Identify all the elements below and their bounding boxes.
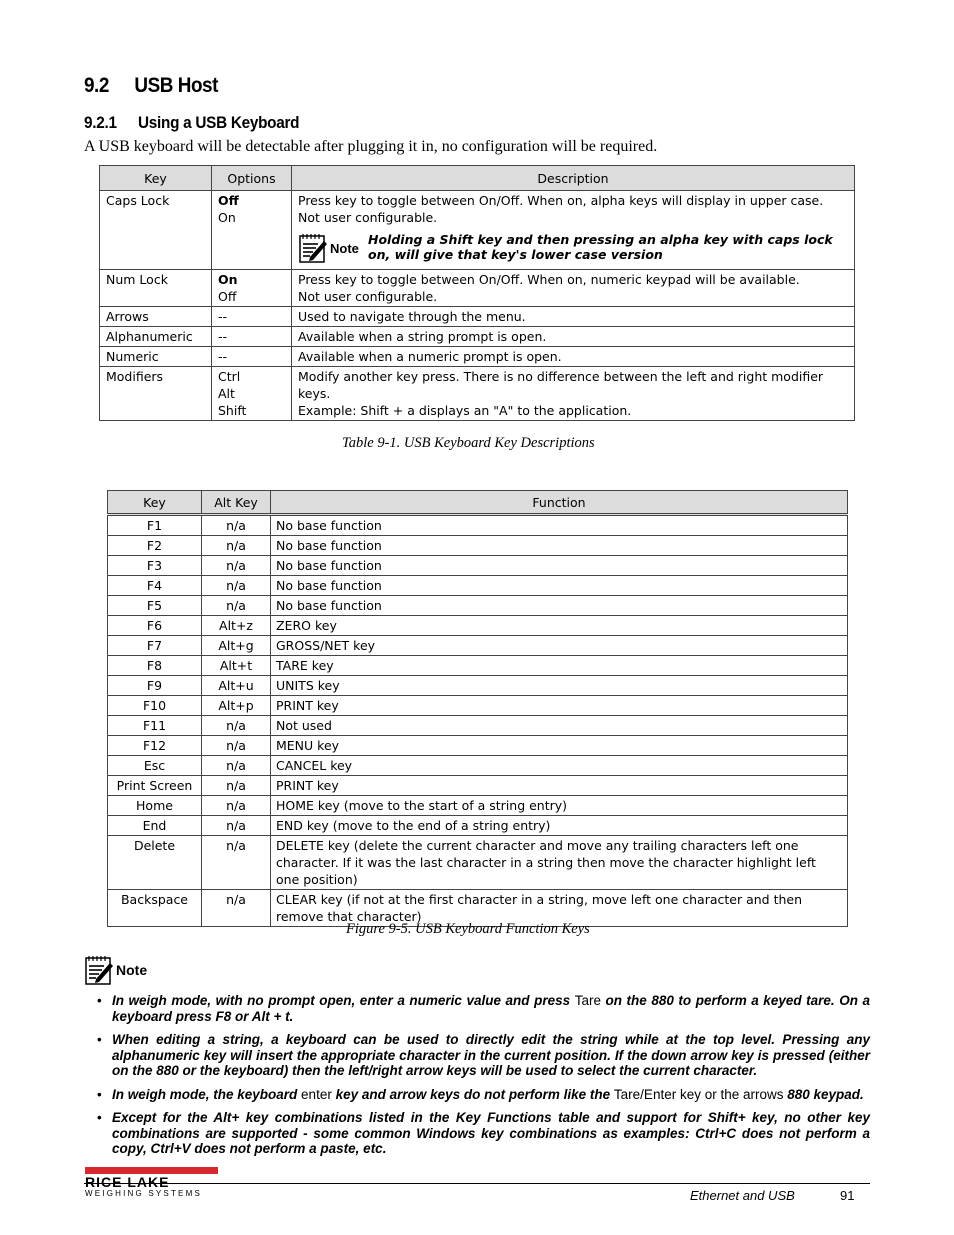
note-label: Note xyxy=(330,240,359,256)
option-default: On xyxy=(218,272,238,287)
function-cell: CANCEL key xyxy=(271,756,848,776)
key-cell: F10 xyxy=(108,696,202,716)
figure-caption: Figure 9-5. USB Keyboard Function Keys xyxy=(346,921,590,937)
options-cell xyxy=(212,367,292,421)
bullet-key-name: enter xyxy=(301,1086,332,1102)
table-row xyxy=(108,756,848,776)
table-row xyxy=(108,716,848,736)
note-pad-pencil-icon xyxy=(84,954,114,986)
key-cell: Alphanumeric xyxy=(100,327,212,347)
alt-key-cell: n/a xyxy=(202,836,271,890)
key-cell: End xyxy=(108,816,202,836)
table-header-row xyxy=(108,491,848,515)
function-cell: END key (move to the end of a string entry) xyxy=(271,816,848,836)
description-text: Press key to toggle between On/Off. When on, numeric keypad will be available. xyxy=(298,272,800,287)
function-cell: No base function xyxy=(271,576,848,596)
option-alt: Off xyxy=(218,289,237,304)
subsection-heading xyxy=(84,113,299,133)
header-key: Key xyxy=(100,166,212,191)
key-cell: Arrows xyxy=(100,307,212,327)
description-cell: Used to navigate through the menu. xyxy=(292,307,855,327)
alt-key-cell: Alt+t xyxy=(202,656,271,676)
bullet-text: When editing a string, a keyboard can be used to directly edit the string while at the top level. Pressing any alphanumeric key will insert the appropriate character in the current position. If the down arrow key is pressed (either on the 880 or the keyboard) then the left/right arrow keys will be used to select the current character. xyxy=(112,1032,870,1078)
key-cell: F3 xyxy=(108,556,202,576)
table-row xyxy=(100,307,855,327)
options-cell xyxy=(212,191,292,270)
description-text: Not user configurable. xyxy=(298,289,438,304)
key-cell: Caps Lock xyxy=(100,191,212,270)
list-item: • Except for the Alt+ key combinations listed in the Key Functions table and support for Shift+ key, no other key combinations are supported - some common Windows key combinations as examples: Ctrl+C does not perform a copy, Ctrl+V does not perform a paste, etc. xyxy=(97,1110,870,1156)
header-alt-key: Alt Key xyxy=(202,491,271,515)
alt-key-cell: Alt+g xyxy=(202,636,271,656)
key-cell: Esc xyxy=(108,756,202,776)
bullet-text: on the 880 to perform a keyed tare. On a keyboard press F8 or Alt + t. xyxy=(112,993,870,1024)
description-cell xyxy=(292,270,855,307)
alt-key-cell: n/a xyxy=(202,796,271,816)
function-cell: TARE key xyxy=(271,656,848,676)
function-cell: UNITS key xyxy=(271,676,848,696)
table-row xyxy=(108,796,848,816)
alt-key-cell: n/a xyxy=(202,515,271,536)
list-item: • In weigh mode, with no prompt open, enter a numeric value and press Tare on the 880 to perform a keyed tare. On a keyboard press F8 or Alt + t. xyxy=(97,993,870,1024)
function-cell: HOME key (move to the start of a string entry) xyxy=(271,796,848,816)
table-row xyxy=(108,515,848,536)
options-cell xyxy=(212,270,292,307)
function-cell: PRINT key xyxy=(271,776,848,796)
list-item: • In weigh mode, the keyboard enter key and arrow keys do not perform like the Tare/Enter key or the arrows 880 keypad. xyxy=(97,1086,864,1102)
table-caption: Table 9-1. USB Keyboard Key Descriptions xyxy=(342,435,595,451)
options-cell: -- xyxy=(212,347,292,367)
table-row xyxy=(108,836,848,890)
key-cell: Delete xyxy=(108,836,202,890)
note-badge xyxy=(84,954,147,986)
key-cell: F4 xyxy=(108,576,202,596)
key-cell: F12 xyxy=(108,736,202,756)
table-row xyxy=(108,576,848,596)
table-header-row xyxy=(100,166,855,191)
description-text: Modify another key press. There is no difference between the left and right modifier keys. xyxy=(298,369,824,401)
alt-key-cell: n/a xyxy=(202,536,271,556)
table-row xyxy=(100,327,855,347)
description-text: Press key to toggle between On/Off. When on, alpha keys will display in upper case. Not user configurable. xyxy=(298,193,824,225)
description-cell xyxy=(292,191,855,270)
description-cell: Available when a numeric prompt is open. xyxy=(292,347,855,367)
key-cell: F6 xyxy=(108,616,202,636)
alt-key-cell: n/a xyxy=(202,776,271,796)
table-row xyxy=(100,347,855,367)
function-cell: MENU key xyxy=(271,736,848,756)
function-cell: DELETE key (delete the current character and move any trailing characters left one character. If it was the last character in a string then move the character highlight left one position) xyxy=(271,836,848,890)
header-options: Options xyxy=(212,166,292,191)
rice-lake-logo xyxy=(85,1167,218,1198)
table-row xyxy=(100,191,855,270)
subsection-number: 9.2.1 xyxy=(84,113,117,132)
header-function: Function xyxy=(271,491,848,515)
function-cell: Not used xyxy=(271,716,848,736)
alt-key-cell: n/a xyxy=(202,736,271,756)
description-cell: Available when a string prompt is open. xyxy=(292,327,855,347)
option-alt: Alt xyxy=(218,386,235,401)
alt-key-cell: n/a xyxy=(202,816,271,836)
key-cell: F5 xyxy=(108,596,202,616)
key-cell: F2 xyxy=(108,536,202,556)
function-cell: CLEAR key (if not at the first character in a string, move left one character and then remove that character) xyxy=(271,890,848,927)
logo-tagline: WEIGHING SYSTEMS xyxy=(85,1189,202,1198)
section-title: USB Host xyxy=(134,74,218,97)
alt-key-cell: n/a xyxy=(202,596,271,616)
logo-brand: RICE LAKE xyxy=(85,1174,170,1190)
key-cell: Num Lock xyxy=(100,270,212,307)
options-cell: -- xyxy=(212,307,292,327)
table-row xyxy=(100,367,855,421)
list-item: • When editing a string, a keyboard can be used to directly edit the string while at the top level. Pressing any alphanumeric key will insert the appropriate character in the current position. If the down arrow key is pressed (either on the 880 or the keyboard) then the left/right arrow keys will be used to select the current character. xyxy=(97,1032,870,1078)
alt-key-cell: Alt+u xyxy=(202,676,271,696)
note-label: Note xyxy=(116,962,148,978)
function-keys-table xyxy=(107,490,848,927)
table-row xyxy=(108,616,848,636)
alt-key-cell: n/a xyxy=(202,890,271,927)
table-row xyxy=(108,736,848,756)
note-text: Holding a Shift key and then pressing an alpha key with caps lock on, will give that key's lower case version xyxy=(368,232,833,262)
description-text: Example: Shift + a displays an "A" to the application. xyxy=(298,403,632,418)
alt-key-cell: n/a xyxy=(202,556,271,576)
key-cell: F9 xyxy=(108,676,202,696)
alt-key-cell: Alt+z xyxy=(202,616,271,636)
function-cell: No base function xyxy=(271,556,848,576)
table-row xyxy=(108,656,848,676)
alt-key-cell: n/a xyxy=(202,716,271,736)
option-ctrl: Ctrl xyxy=(218,369,241,384)
table-row xyxy=(108,536,848,556)
options-cell: -- xyxy=(212,327,292,347)
intro-paragraph: A USB keyboard will be detectable after plugging it in, no configuration will be required. xyxy=(84,138,658,155)
table-row xyxy=(108,556,848,576)
header-description: Description xyxy=(292,166,855,191)
key-cell: Print Screen xyxy=(108,776,202,796)
section-heading xyxy=(84,74,218,98)
key-cell: Home xyxy=(108,796,202,816)
table-row xyxy=(108,776,848,796)
alt-key-cell: Alt+p xyxy=(202,696,271,716)
bullet-text: Except for the Alt+ key combinations listed in the Key Functions table and support for Shift+ key, no other key combinations are supported - some common Windows key combinations as examples: Ctrl+C does not perform a copy, Ctrl+V does not perform a paste, etc. xyxy=(112,1110,870,1156)
function-cell: No base function xyxy=(271,596,848,616)
function-cell: No base function xyxy=(271,515,848,536)
header-key: Key xyxy=(108,491,202,515)
note-pad-pencil-icon xyxy=(298,232,328,264)
footer-section-name: Ethernet and USB xyxy=(690,1188,795,1203)
option-shift: Shift xyxy=(218,403,247,418)
table-row xyxy=(108,676,848,696)
option-alt: On xyxy=(218,210,236,225)
key-cell: Numeric xyxy=(100,347,212,367)
function-cell: No base function xyxy=(271,536,848,556)
bullet-key-name: Tare/Enter key or the arrows xyxy=(613,1086,784,1102)
bullet-text: 880 keypad. xyxy=(783,1086,864,1102)
bullet-key-name: Tare xyxy=(574,993,601,1008)
table-row xyxy=(108,596,848,616)
key-cell: F1 xyxy=(108,515,202,536)
bullet-text: In weigh mode, the keyboard xyxy=(112,1086,302,1102)
function-cell: ZERO key xyxy=(271,616,848,636)
alt-key-cell: n/a xyxy=(202,576,271,596)
note-bullet-list xyxy=(94,993,870,1165)
section-number: 9.2 xyxy=(84,74,109,97)
key-cell: Modifiers xyxy=(100,367,212,421)
logo-red-bar xyxy=(85,1167,218,1174)
function-cell: GROSS/NET key xyxy=(271,636,848,656)
subsection-title: Using a USB Keyboard xyxy=(138,113,300,132)
inline-note xyxy=(298,232,848,264)
function-keys-body xyxy=(108,515,848,927)
table-row xyxy=(108,636,848,656)
bullet-text: In weigh mode, with no prompt open, enter a numeric value and press xyxy=(112,993,575,1008)
description-cell xyxy=(292,367,855,421)
function-cell: PRINT key xyxy=(271,696,848,716)
key-cell: F8 xyxy=(108,656,202,676)
option-default: Off xyxy=(218,193,239,208)
table-row xyxy=(108,696,848,716)
table-row xyxy=(108,816,848,836)
key-cell: F11 xyxy=(108,716,202,736)
page-number: 91 xyxy=(840,1188,855,1203)
alt-key-cell: n/a xyxy=(202,756,271,776)
key-cell: Backspace xyxy=(108,890,202,927)
bullet-text: key and arrow keys do not perform like the xyxy=(331,1086,614,1102)
key-descriptions-table xyxy=(99,165,855,421)
table-row xyxy=(100,270,855,307)
note-badge xyxy=(298,232,368,264)
key-cell: F7 xyxy=(108,636,202,656)
